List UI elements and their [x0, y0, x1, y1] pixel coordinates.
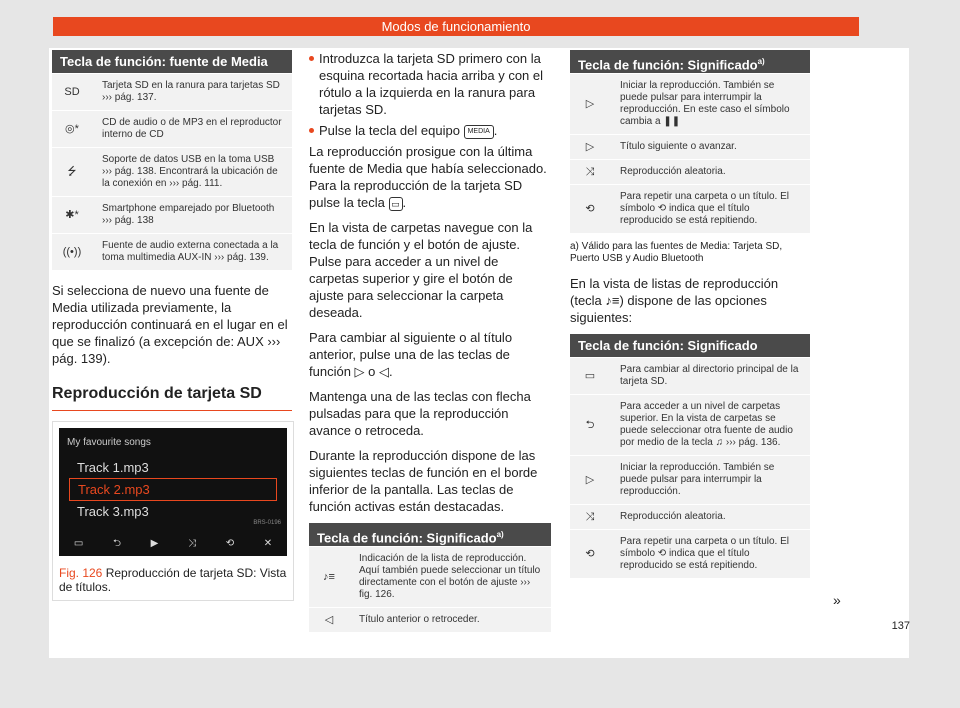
- caption-text: Reproducción de tarjeta SD: Vista de títulos.: [59, 566, 287, 594]
- table-title: Tecla de función: Significado$^{a)}$: [309, 523, 551, 546]
- row-text: Para acceder a un nivel de carpetas superior. En la vista de carpetas se puede seleccionar otra fuente de audio por medio de la tecla ♫ ››› pág. 136.: [620, 401, 793, 448]
- repeat-icon: ⟲: [585, 203, 595, 215]
- row-text: Soporte de datos USB en la toma USB ››› pág. 138. Encontrará la ubicación de la conexión en ››› pág. 111.: [102, 154, 278, 189]
- repeat-icon: ⟲: [225, 538, 235, 549]
- playlist-icon: ♪≡: [323, 571, 335, 583]
- row-text: Iniciar la reproducción. También se puede pulsar para interrumpir la reproducción. En este caso el símbolo cambia a ❚❚: [620, 80, 790, 127]
- row-text: Fuente de audio externa conectada a la toma multimedia AUX-IN ››› pág. 139.: [102, 240, 279, 263]
- figure-caption: [53, 562, 293, 600]
- row-text: Iniciar la reproducción. También se puede pulsar para interrumpir la reproducción.: [620, 462, 775, 497]
- table-row: [52, 110, 292, 147]
- paragraph: La reproducción prosigue con la última fuente de Media que había seleccionado. Para la reproducción de la tarjeta SD pulse la tecla ▭ .: [309, 144, 547, 210]
- figure-number: Fig. 126: [59, 566, 103, 580]
- row-text: CD de audio o de MP3 en el reproductor interno de CD: [102, 117, 282, 140]
- sd-card-icon: SD: [64, 86, 80, 98]
- continue-marker: »: [833, 592, 841, 608]
- column-3: [570, 50, 810, 578]
- page-number: 137: [891, 620, 910, 632]
- play-icon: ▷: [585, 98, 595, 110]
- row-text: Reproducción aleatoria.: [620, 166, 726, 177]
- column-2: [309, 50, 551, 632]
- figure-code: BRS-0196: [253, 520, 281, 526]
- row-text: Reproducción aleatoria.: [620, 511, 726, 522]
- table-title: Tecla de función: Significado$^{a)}$: [570, 50, 810, 73]
- bullet: Introduzca la tarjeta SD primero con la esquina recortada hacia arriba y con el rótulo a la izquierda en la ranura para tarjetas SD.: [309, 50, 551, 118]
- close-icon: ✕: [263, 538, 273, 549]
- screen-illustration: [59, 428, 287, 556]
- significance-table-1: [309, 523, 551, 632]
- table-title: Tecla de función: Significado: [570, 334, 810, 357]
- track-item-selected: Track 2.mp3: [69, 478, 277, 501]
- table-row: [570, 455, 810, 504]
- cd-icon: ◎*: [65, 123, 79, 135]
- row-text: Para repetir una carpeta o un título. El símbolo ⟲ indica que el título reproducido se está repitiendo.: [620, 536, 789, 571]
- sd-root-icon: ▭: [584, 370, 596, 382]
- significance-table-3: [570, 334, 810, 578]
- track-item: Track 1.mp3: [77, 460, 149, 475]
- table-row: [52, 73, 292, 110]
- play-icon: ▶: [150, 538, 159, 549]
- table-row: [570, 159, 810, 184]
- table-row: [570, 134, 810, 159]
- row-text: Título anterior o retroceder.: [359, 614, 480, 625]
- shuffle-icon: ⤨: [188, 538, 197, 549]
- row-text: Título siguiente o avanzar.: [620, 141, 737, 152]
- table-row: [52, 233, 292, 270]
- paragraph: Para cambiar al siguiente o al título anterior, pulse una de las teclas de función ▷ o ◁.: [309, 330, 513, 379]
- folder-label: My favourite songs: [67, 437, 151, 448]
- footnote: a) Válido para las fuentes de Media: Tarjeta SD, Puerto USB y Audio Bluetooth: [570, 241, 783, 264]
- figure: [52, 421, 294, 601]
- row-text: Para cambiar al directorio principal de la tarjeta SD.: [620, 364, 799, 387]
- row-text: Smartphone emparejado por Bluetooth ››› pág. 138: [102, 203, 275, 226]
- bullet-text: Pulse la tecla del equipo: [319, 123, 460, 138]
- table-row: [570, 394, 810, 455]
- paragraph: Si selecciona de nuevo una fuente de Media utilizada previamente, la reproducción continuará en el lugar en el que se finalizó (a excepción de: AUX ››› pág. 139).: [52, 283, 288, 366]
- function-bar: [59, 535, 287, 552]
- table-row: [52, 196, 292, 233]
- paragraph-text: La reproducción prosigue con la última fuente de Media que había seleccionado. Para la reproducción de la tarjeta SD pulse la tecla: [309, 144, 547, 210]
- aux-icon: ((•)): [62, 246, 82, 258]
- sd-icon: ▭: [73, 538, 84, 549]
- table-row: [309, 546, 551, 607]
- table-title: Tecla de función: fuente de Media: [52, 50, 292, 73]
- table-row: [570, 184, 810, 233]
- paragraph: En la vista de listas de reproducción (tecla ♪≡) dispone de las opciones siguientes:: [570, 276, 779, 325]
- table-row: [570, 504, 810, 529]
- section-title: Reproducción de tarjeta SD: [52, 385, 292, 411]
- bullet: Pulse la tecla del equipo MEDIA .: [309, 122, 551, 139]
- row-text: Indicación de la lista de reproducción. Aquí también puede seleccionar un título directamente con el botón de ajuste ››› fig. 126.: [359, 553, 541, 600]
- table-row: [309, 607, 551, 632]
- shuffle-icon: ⤨: [585, 511, 595, 523]
- paragraph: Durante la reproducción dispone de las siguientes teclas de función en el borde inferior de la pantalla. Las teclas de función activas están destacadas.: [309, 448, 538, 514]
- page-header: Modos de funcionamiento: [53, 17, 859, 36]
- folder-up-icon: ⮌: [585, 419, 595, 431]
- column-1: [52, 50, 292, 601]
- folder-up-icon: ⮌: [112, 538, 121, 549]
- media-key-icon: MEDIA: [464, 125, 494, 139]
- shuffle-icon: ⤨: [585, 166, 595, 178]
- table-row: [570, 357, 810, 394]
- usb-icon: ⭍: [67, 166, 77, 178]
- sd-key-icon: ▭: [389, 197, 403, 211]
- table-row: [570, 529, 810, 578]
- row-text: Para repetir una carpeta o un título. El símbolo ⟲ indica que el título reproducido se está repitiendo.: [620, 191, 789, 226]
- paragraph: En la vista de carpetas navegue con la tecla de función y el botón de ajuste. Pulse para acceder a un nivel de carpetas superior y gire el botón de ajuste para seleccionar la carpeta deseada.: [309, 220, 533, 320]
- repeat-icon: ⟲: [585, 548, 595, 560]
- significance-table-2: [570, 50, 810, 233]
- bluetooth-icon: ✱*: [65, 209, 79, 221]
- row-text: Tarjeta SD en la ranura para tarjetas SD ››› pág. 137.: [102, 80, 280, 103]
- next-icon: ▷: [585, 141, 595, 153]
- track-item: Track 3.mp3: [77, 504, 149, 519]
- table-row: [570, 73, 810, 134]
- play-icon: ▷: [585, 474, 595, 486]
- paragraph: Mantenga una de las teclas con flecha pulsadas para que la reproducción avance o retroceda.: [309, 389, 531, 438]
- media-source-table: [52, 50, 292, 270]
- previous-icon: ◁: [324, 614, 334, 626]
- table-row: [52, 147, 292, 196]
